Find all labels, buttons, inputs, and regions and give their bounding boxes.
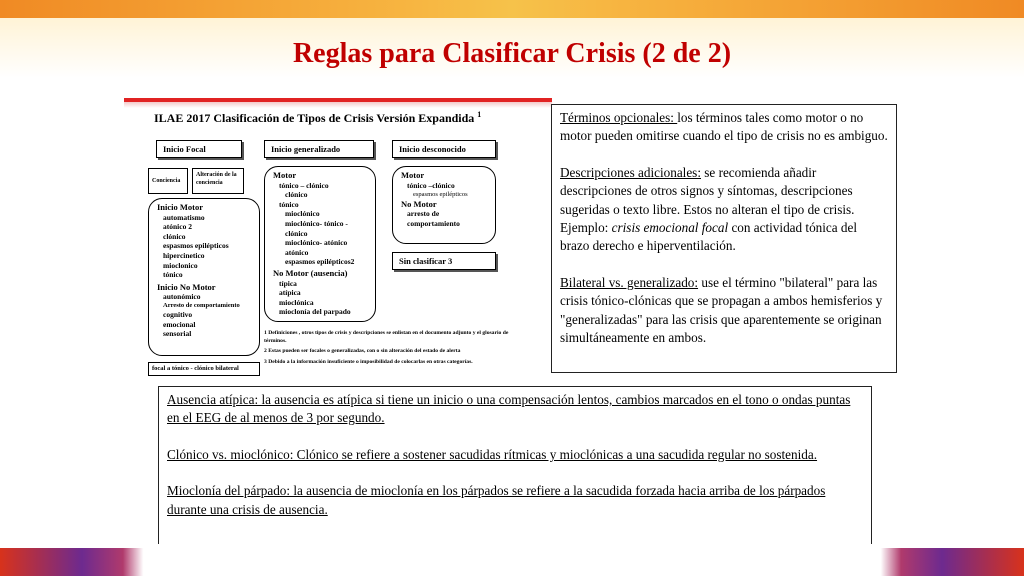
- figure-title: [154, 110, 481, 126]
- unclassified-box: Sin clasificar 3: [392, 252, 496, 270]
- focal-nonmotor-item: autonómico: [163, 292, 201, 302]
- focal-motor-item: espasmos epilépticos: [163, 241, 229, 251]
- generalized-motor-item: atónico: [285, 247, 309, 257]
- figure-footnotes: [264, 330, 524, 369]
- figure-top-shadow: [124, 102, 552, 108]
- bottom-decorative-band: [0, 548, 1024, 576]
- impaired-awareness-box: Alteración de la conciencia: [192, 168, 244, 194]
- generalized-motor-item: espasmos epilépticos2: [285, 257, 355, 267]
- generalized-motor-heading: Motor: [273, 170, 297, 180]
- ilae-classification-figure: [124, 98, 552, 382]
- bilateral-text: use el término "bilateral" para las crisis tónico-clónicas que se propagan a ambos hemisferios y "generalizadas" para las crisis que aparentemente se originan simultáneamente en ambos.: [560, 274, 883, 346]
- header-focal: Inicio Focal: [156, 140, 242, 158]
- focal-to-bilateral-box: focal a tónico - clónico bilateral: [148, 362, 260, 376]
- footnote-3: 3 Debido a la información insuficiente o imposibilidad de colocarlas en otras categorías.: [264, 358, 473, 365]
- footnote-2: 2 Estas pueden ser focales o generalizadas, con o sin alteración del estado de alerta: [264, 348, 461, 355]
- generalized-motor-item: mioclónico- tónico -clónico: [285, 218, 348, 238]
- generalized-motor-item: mioclónico- atónico: [285, 238, 348, 248]
- generalized-nonmotor-heading: No Motor (ausencia): [273, 267, 348, 278]
- focal-motor-item: clónico: [163, 231, 186, 241]
- generalized-nonmotor-item: mioclonía del parpado: [279, 307, 351, 317]
- focal-nonmotor-heading: Inicio No Motor: [157, 281, 216, 292]
- focal-motor-item: automatismo: [163, 212, 205, 222]
- unknown-motor-item: tónico –clónico: [407, 180, 455, 190]
- additional-descriptions-text: se recomienda añadir descripciones de otros signos y síntomas, descripciones sugeridas o texto libre. Estos no alteran el tipo de crisis. Ejemplo:: [560, 164, 855, 236]
- top-decorative-band: [0, 0, 1024, 18]
- unknown-motor-item: espasmos epilépticos: [413, 191, 468, 199]
- focal-onset-box: [148, 198, 260, 356]
- optional-terms-text: los términos tales como motor o no motor pueden omitirse cuando el tipo de crisis no es ambiguo.: [560, 110, 888, 144]
- figure-title-text: ILAE 2017 Clasificación de Tipos de Crisis Versión Expandida: [154, 111, 475, 125]
- generalized-onset-box: [264, 166, 376, 322]
- focal-motor-item: atónico 2: [163, 222, 192, 232]
- focal-motor-heading: Inicio Motor: [157, 202, 204, 212]
- eyelid-myoclonia-paragraph: Mioclonía del párpado: la ausencia de mioclonía en los párpados se refiere a la sacudida forzada hacia arriba de los párpados durante una crisis de ausencia.: [167, 483, 826, 517]
- generalized-motor-item: mioclónico: [285, 209, 320, 219]
- awareness-box: Conciencia: [148, 168, 188, 194]
- generalized-motor-item: tónico: [279, 199, 299, 209]
- generalized-nonmotor-item: mioclónica: [279, 297, 314, 307]
- additional-descriptions-paragraph: [560, 164, 888, 256]
- focal-motor-item: tónico: [163, 270, 183, 280]
- unknown-nonmotor-heading: No Motor: [401, 198, 437, 209]
- focal-nonmotor-item: sensorial: [163, 329, 192, 339]
- header-generalized: Inicio generalizado: [264, 140, 374, 158]
- additional-descriptions-label: Descripciones adicionales:: [560, 164, 701, 180]
- focal-nonmotor-item: emocional: [163, 319, 196, 329]
- generalized-nonmotor-item: típica: [279, 278, 297, 288]
- unknown-onset-box: [392, 166, 496, 244]
- focal-nonmotor-item: Arresto de comportamiento: [163, 301, 240, 309]
- focal-motor-item: hipercinetico: [163, 250, 205, 260]
- additional-descriptions-example: crisis emocional focal: [611, 220, 729, 236]
- optional-terms-label: Términos opcionales:: [560, 110, 678, 125]
- optional-terms-paragraph: [560, 109, 888, 146]
- footnote-1: 1 Definiciones , otros tipos de crisis y descripciones se enlistan en el documento adjunto y el glosario de términos.: [264, 330, 509, 344]
- optional-terms-panel: [551, 104, 897, 373]
- focal-motor-item: mioclonico: [163, 260, 198, 270]
- bilateral-vs-generalized-paragraph: [560, 274, 888, 348]
- bilateral-label: Bilateral vs. generalizado:: [560, 274, 699, 290]
- definitions-panel: [158, 386, 872, 544]
- clonic-vs-myoclonic-paragraph: Clónico vs. mioclónico: Clónico se refiere a sostener sacudidas rítmicas y mioclónicas a una sacudida regular no sostenida.: [167, 446, 818, 462]
- focal-nonmotor-item: cognitivo: [163, 309, 193, 319]
- generalized-motor-item: clónico: [285, 190, 308, 200]
- additional-descriptions-tail: con actividad tónica del brazo derecho e hiperventilación.: [560, 220, 858, 254]
- atypical-absence-paragraph: Ausencia atípica: la ausencia es atípica si tiene un inicio o una compensación lentos, cambios marcados en el tono o ondas puntas en el EEG de al menos de 3 por segundo.: [167, 392, 851, 426]
- header-unknown: Inicio desconocido: [392, 140, 496, 158]
- generalized-nonmotor-item: atípica: [279, 288, 301, 298]
- generalized-motor-item: tónico – clónico: [279, 180, 329, 190]
- slide-title: Reglas para Clasificar Crisis (2 de 2): [292, 38, 732, 69]
- unknown-nonmotor-item: arresto de comportamiento: [407, 209, 460, 228]
- unknown-motor-heading: Motor: [401, 170, 425, 180]
- figure-title-sup: 1: [477, 110, 482, 119]
